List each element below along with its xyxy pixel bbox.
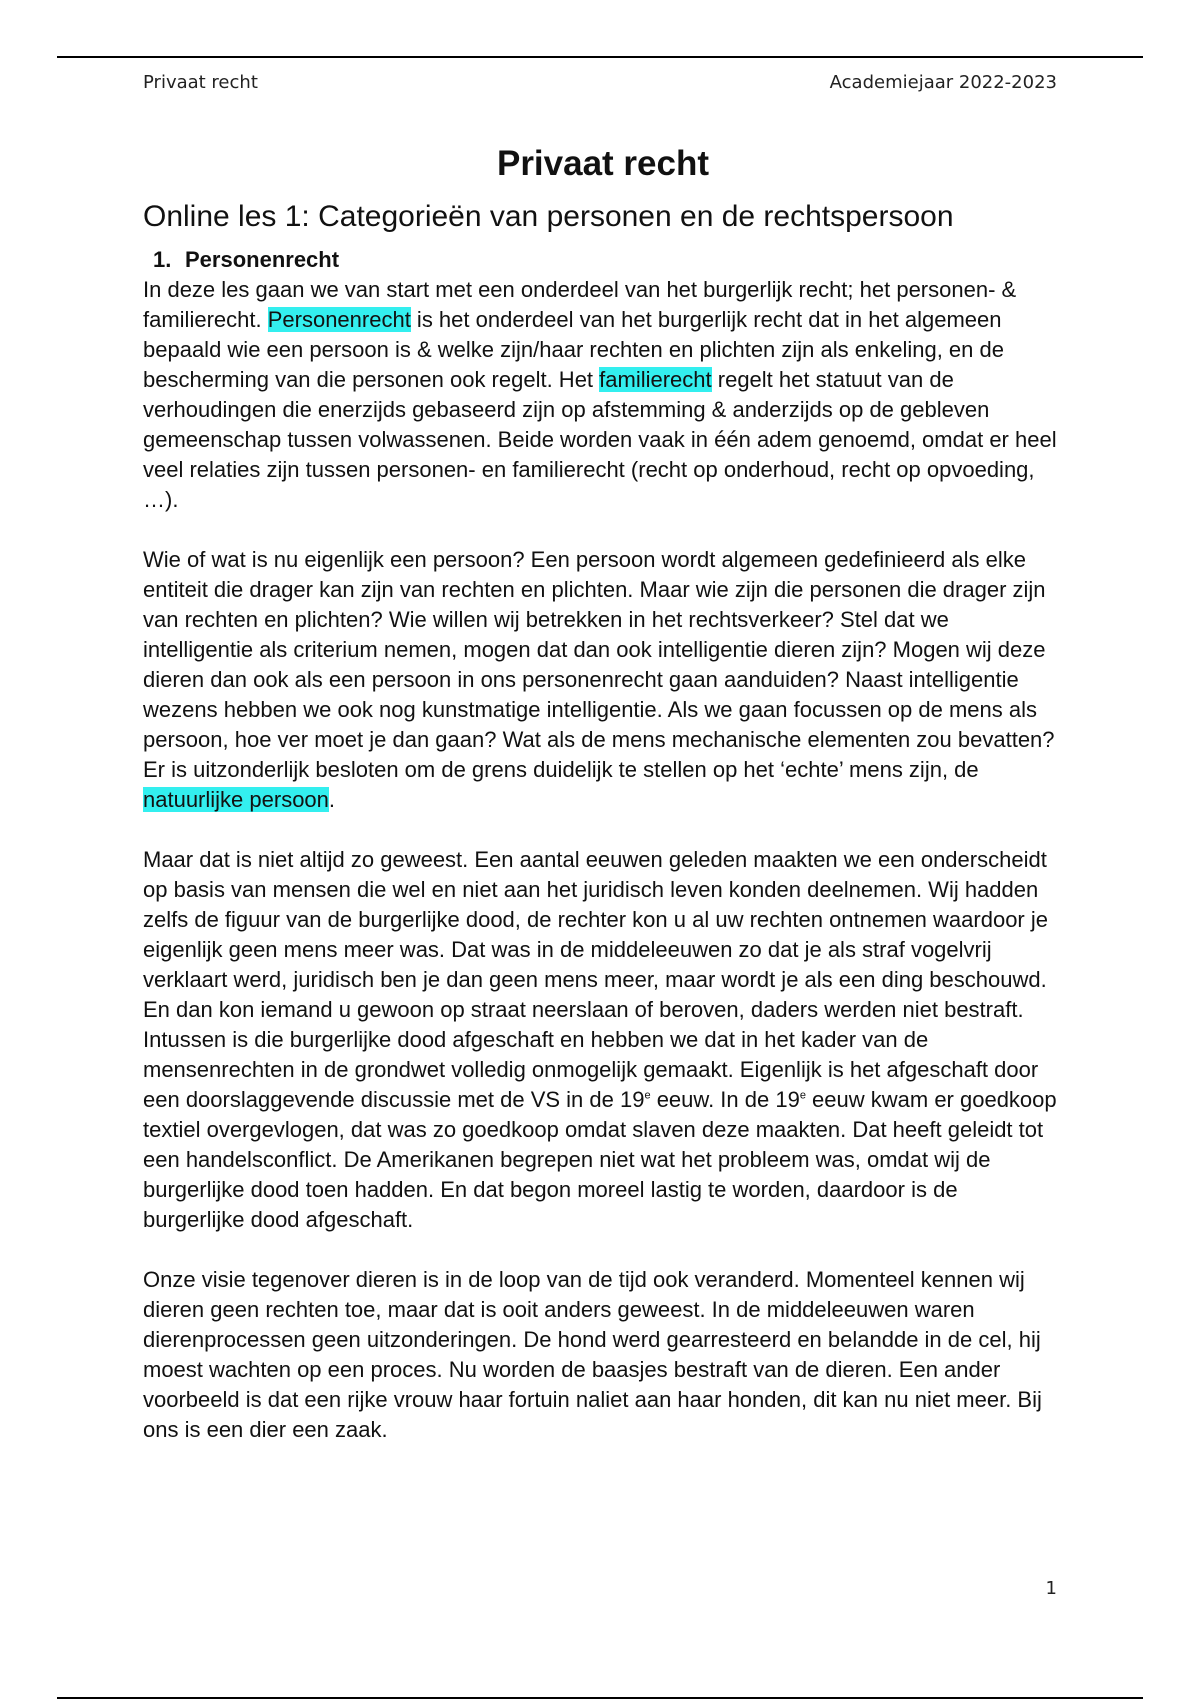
highlight-natuurlijke-persoon: natuurlijke persoon xyxy=(143,787,329,812)
section-heading xyxy=(153,245,1063,275)
paragraph-text: Maar dat is niet altijd zo geweest. Een aantal eeuwen geleden maakten we een onderscheidt op basis van mensen die wel en niet aan het juridisch leven konden deelnemen. Wij hadden zelfs de figuur van de burgerlijke dood, de rechter kon u al uw rechten ontnemen waardoor je eigenlijk geen mens meer was. Dat was in de middeleeuwen zo dat je als straf vogelvrij verklaart werd, juridisch ben je dan geen mens meer, maar wordt je als een ding beschouwd. En dan kon iemand u gewoon op straat neerslaan of beroven, daders werden niet bestraft. Intussen is die burgerlijke dood afgeschaft en hebben we dat in het kader van de mensenrechten in de grondwet volledig onmogelijk gemaakt. Eigenlijk is het afgeschaft door een doorslaggevende discussie met de VS in de 19 xyxy=(143,847,1048,1112)
paragraph-text: eeuw. In de 19 xyxy=(650,1087,800,1112)
header-rule xyxy=(57,56,1143,58)
header-right: Academiejaar 2022-2023 xyxy=(829,72,1057,93)
page-number: 1 xyxy=(1045,1578,1057,1599)
footer-rule xyxy=(57,1697,1143,1699)
paragraph-text: eeuw kwam er goedkoop textiel overgevlogen, dat was zo goedkoop omdat slaven deze maakten. Dat heeft geleidt tot een handelsconflict. De Amerikanen begrepen niet wat het probleem was, omdat wij de burgerlijke dood toen hadden. En dat begon moreel lastig te worden, daardoor is de burgerlijke dood afgeschaft. xyxy=(143,1087,1057,1232)
document-title: Privaat recht xyxy=(496,144,710,183)
paragraph-text: Wie of wat is nu eigenlijk een persoon? Een persoon wordt algemeen gedefinieerd als elke entiteit die drager kan zijn van rechten en plichten. Maar wie zijn die personen die drager zijn van rechten en plichten? Wie willen wij betrekken in het rechtsverkeer? Stel dat we intelligentie als criterium nemen, mogen dat dan ook intelligentie dieren zijn? Mogen wij deze dieren dan ook als een persoon in ons personenrecht gaan aanduiden? Naast intelligentie wezens hebben we ook nog kunstmatige intelligentie. Als we gaan focussen op de mens als persoon, hoe ver moet je dan gaan? Wat als de mens mechanische elementen zou bevatten? Er is uitzonderlijk besloten om de grens duidelijk te stellen op het ‘echte’ mens zijn, de xyxy=(143,547,1055,782)
lesson-title: Online les 1: Categorieën van personen en de rechtspersoon xyxy=(143,200,954,233)
paragraph-text: In deze les gaan we van start met een onderdeel van het burgerlijk recht; het personen- & familierecht. xyxy=(143,277,1017,332)
paragraph-2 xyxy=(143,545,1063,815)
paragraph-4: Onze visie tegenover dieren is in de loop van de tijd ook veranderd. Momenteel kennen wij dieren geen rechten toe, maar dat is ooit anders geweest. In de middeleeuwen waren dierenprocessen geen uitzonderingen. De hond werd gearresteerd en belandde in de cel, hij moest wachten op een proces. Nu worden de baasjes bestraft van de dieren. Een ander voorbeeld is dat een rijke vrouw haar fortuin naliet aan haar honden, dit kan nu niet meer. Bij ons is een dier een zaak. xyxy=(143,1267,1042,1442)
section-number: 1. xyxy=(153,247,172,272)
paragraph-text: is het onderdeel van het burgerlijk recht dat in het algemeen bepaald wie een persoon is & welke zijn/haar rechten en plichten zijn als enkeling, en de bescherming van die personen ook regelt. Het xyxy=(143,307,1004,392)
paragraph-text: . xyxy=(328,787,336,812)
highlight-familierecht: familierecht xyxy=(599,367,712,392)
superscript: e xyxy=(799,1089,806,1102)
header-left: Privaat recht xyxy=(143,72,258,93)
section-title: Personenrecht xyxy=(185,247,340,272)
superscript: e xyxy=(644,1089,651,1102)
highlight-personenrecht: Personenrecht xyxy=(267,307,411,332)
paragraph-text: regelt het statuut van de verhoudingen die enerzijds gebaseerd zijn op afstemming & anderzijds op de gebleven gemeenschap tussen volwassenen. Beide worden vaak in één adem genoemd, omdat er heel veel relaties zijn tussen personen- en familierecht (recht op onderhoud, recht op opvoeding, …). xyxy=(143,367,1057,512)
paragraph-3 xyxy=(143,845,1063,1235)
page-body xyxy=(143,140,1063,1445)
paragraph-1 xyxy=(143,275,1063,515)
